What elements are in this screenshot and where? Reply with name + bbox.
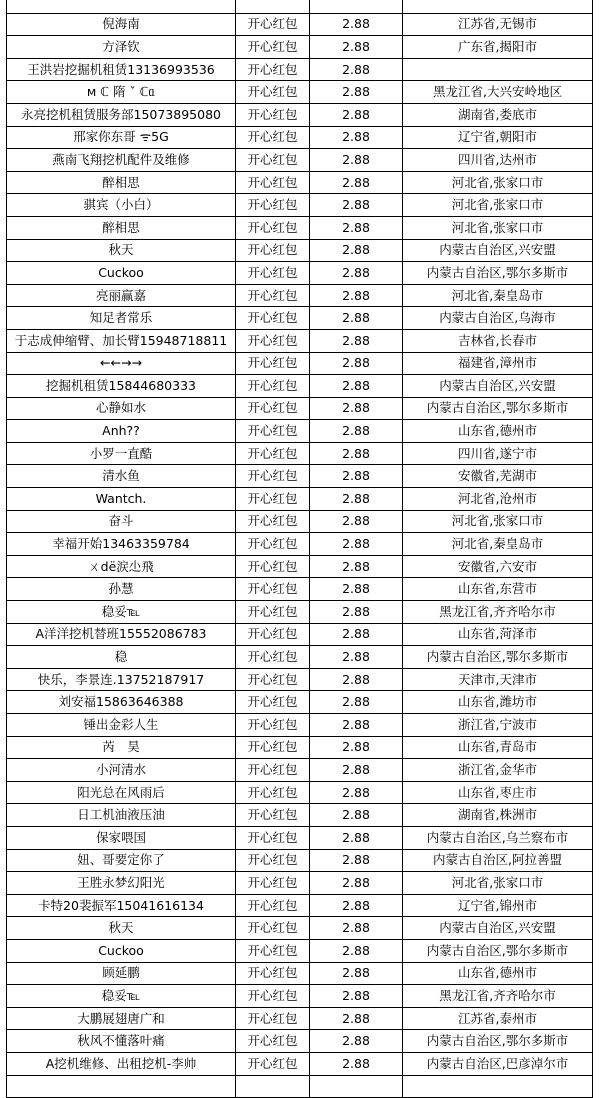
name-cell: 王洪岩挖掘机租赁13136993536 <box>7 58 236 81</box>
region-cell: 内蒙古自治区,乌海市 <box>403 307 593 330</box>
name-cell <box>7 1075 236 1098</box>
amount-cell: 2.88 <box>310 736 403 759</box>
name-cell: 快乐，李景连.13752187917 <box>7 668 236 691</box>
region-cell: 河北省,张家口市 <box>403 872 593 895</box>
table-row <box>7 601 593 624</box>
table-row <box>7 262 593 285</box>
name-cell: 醉相思 <box>7 171 236 194</box>
region-cell: 内蒙古自治区,鄂尔多斯市 <box>403 397 593 420</box>
amount-cell: 2.88 <box>310 510 403 533</box>
amount-cell: 2.88 <box>310 239 403 262</box>
type-cell: 开心红包 <box>236 646 310 669</box>
region-cell: 辽宁省,锦州市 <box>403 894 593 917</box>
region-cell: 河北省,张家口市 <box>403 510 593 533</box>
table-row <box>7 781 593 804</box>
amount-cell: 2.88 <box>310 691 403 714</box>
amount-cell: 2.88 <box>310 759 403 782</box>
name-cell: Cuckoo <box>7 262 236 285</box>
amount-cell: 2.88 <box>310 442 403 465</box>
type-cell: 开心红包 <box>236 126 310 149</box>
table-row <box>7 804 593 827</box>
amount-cell: 2.88 <box>310 826 403 849</box>
amount-cell: 2.88 <box>310 804 403 827</box>
region-cell: 安徽省,芜湖市 <box>403 465 593 488</box>
name-cell: 秋天 <box>7 239 236 262</box>
region-cell: 湖南省,株洲市 <box>403 804 593 827</box>
table-row <box>7 284 593 307</box>
amount-cell: 2.88 <box>310 13 403 36</box>
amount-cell: 2.88 <box>310 601 403 624</box>
region-cell: 黑龙江省,大兴安岭地区 <box>403 81 593 104</box>
type-cell: 开心红包 <box>236 555 310 578</box>
region-cell: 四川省,达州市 <box>403 149 593 172</box>
name-cell: 方泽钦 <box>7 36 236 59</box>
amount-cell: 2.88 <box>310 646 403 669</box>
type-cell: 开心红包 <box>236 36 310 59</box>
table-row <box>7 826 593 849</box>
amount-cell <box>310 0 403 13</box>
name-cell: 保家喂国 <box>7 826 236 849</box>
region-cell: 辽宁省,朝阳市 <box>403 126 593 149</box>
type-cell: 开心红包 <box>236 307 310 330</box>
table-row <box>7 1052 593 1075</box>
region-cell: 山东省,德州市 <box>403 420 593 443</box>
table-row <box>7 194 593 217</box>
table-row <box>7 555 593 578</box>
table-row <box>7 510 593 533</box>
table-row <box>7 488 593 511</box>
name-cell: 卡特20裴振军15041616134 <box>7 894 236 917</box>
name-cell: 稳妥℡ <box>7 601 236 624</box>
region-cell: 天津市,天津市 <box>403 668 593 691</box>
amount-cell: 2.88 <box>310 262 403 285</box>
name-cell: 小河清水 <box>7 759 236 782</box>
amount-cell: 2.88 <box>310 284 403 307</box>
type-cell: 开心红包 <box>236 284 310 307</box>
amount-cell: 2.88 <box>310 36 403 59</box>
region-cell: 广东省,揭阳市 <box>403 36 593 59</box>
type-cell: 开心红包 <box>236 442 310 465</box>
table-row <box>7 872 593 895</box>
type-cell: 开心红包 <box>236 397 310 420</box>
type-cell: 开心红包 <box>236 58 310 81</box>
region-cell: 河北省,秦皇岛市 <box>403 284 593 307</box>
name-cell: 稳 <box>7 646 236 669</box>
region-cell: 内蒙古自治区,兴安盟 <box>403 239 593 262</box>
amount-cell: 2.88 <box>310 420 403 443</box>
type-cell: 开心红包 <box>236 420 310 443</box>
type-cell: 开心红包 <box>236 826 310 849</box>
amount-cell: 2.88 <box>310 849 403 872</box>
table-row <box>7 13 593 36</box>
name-cell: 芮 昊 <box>7 736 236 759</box>
name-cell: 奋斗 <box>7 510 236 533</box>
table-row <box>7 375 593 398</box>
name-cell: 幸福开始13463359784 <box>7 533 236 556</box>
name-cell: 大鹏展翅唐广和 <box>7 1007 236 1030</box>
table-row <box>7 465 593 488</box>
name-cell: 阳光总在风雨后 <box>7 781 236 804</box>
red-packet-table <box>6 0 593 1098</box>
type-cell: 开心红包 <box>236 578 310 601</box>
type-cell: 开心红包 <box>236 216 310 239</box>
table-row <box>7 352 593 375</box>
region-cell <box>403 58 593 81</box>
table-row <box>7 736 593 759</box>
type-cell: 开心红包 <box>236 149 310 172</box>
type-cell: 开心红包 <box>236 1052 310 1075</box>
region-cell: 湖南省,娄底市 <box>403 103 593 126</box>
amount-cell: 2.88 <box>310 149 403 172</box>
name-cell: Cuckoo <box>7 939 236 962</box>
table-row <box>7 397 593 420</box>
type-cell: 开心红包 <box>236 81 310 104</box>
region-cell: 内蒙古自治区,阿拉善盟 <box>403 849 593 872</box>
amount-cell: 2.88 <box>310 216 403 239</box>
amount-cell: 2.88 <box>310 329 403 352</box>
region-cell: 浙江省,宁波市 <box>403 714 593 737</box>
region-cell: 河北省,张家口市 <box>403 216 593 239</box>
name-cell: ㄨdё涙尐飛 <box>7 555 236 578</box>
type-cell: 开心红包 <box>236 13 310 36</box>
table-row <box>7 668 593 691</box>
amount-cell: 2.88 <box>310 578 403 601</box>
name-cell: Anh?? <box>7 420 236 443</box>
type-cell: 开心红包 <box>236 985 310 1008</box>
type-cell: 开心红包 <box>236 239 310 262</box>
table-row <box>7 58 593 81</box>
name-cell: 妞、哥要定你了 <box>7 849 236 872</box>
name-cell: 醉相思 <box>7 216 236 239</box>
amount-cell: 2.88 <box>310 81 403 104</box>
type-cell: 开心红包 <box>236 849 310 872</box>
table-row <box>7 1075 593 1098</box>
name-cell: 永亮挖机租赁服务部15073895080 <box>7 103 236 126</box>
amount-cell: 2.88 <box>310 668 403 691</box>
name-cell: 日工机油液压油 <box>7 804 236 827</box>
type-cell: 开心红包 <box>236 759 310 782</box>
spreadsheet <box>6 0 592 1098</box>
table-row <box>7 239 593 262</box>
type-cell: 开心红包 <box>236 736 310 759</box>
table-row <box>7 578 593 601</box>
amount-cell: 2.88 <box>310 1007 403 1030</box>
name-cell: 王胜永梦幻阳光 <box>7 872 236 895</box>
region-cell: 浙江省,金华市 <box>403 759 593 782</box>
table-row <box>7 849 593 872</box>
name-cell: A洋洋挖机替班15552086783 <box>7 623 236 646</box>
type-cell: 开心红包 <box>236 1030 310 1053</box>
name-cell: Wantch. <box>7 488 236 511</box>
amount-cell: 2.88 <box>310 397 403 420</box>
type-cell: 开心红包 <box>236 375 310 398</box>
region-cell: 山东省,东营市 <box>403 578 593 601</box>
amount-cell: 2.88 <box>310 1030 403 1053</box>
region-cell: 河北省,沧州市 <box>403 488 593 511</box>
region-cell: 四川省,遂宁市 <box>403 442 593 465</box>
name-cell: 锤出金彩人生 <box>7 714 236 737</box>
table-row <box>7 894 593 917</box>
region-cell: 福建省,漳州市 <box>403 352 593 375</box>
amount-cell: 2.88 <box>310 352 403 375</box>
name-cell: 孙慧 <box>7 578 236 601</box>
region-cell: 内蒙古自治区,兴安盟 <box>403 917 593 940</box>
table-row <box>7 149 593 172</box>
region-cell: 河北省,秦皇岛市 <box>403 533 593 556</box>
type-cell: 开心红包 <box>236 533 310 556</box>
amount-cell: 2.88 <box>310 894 403 917</box>
region-cell: 江苏省,无锡市 <box>403 13 593 36</box>
region-cell: 黑龙江省,齐齐哈尔市 <box>403 601 593 624</box>
type-cell: 开心红包 <box>236 623 310 646</box>
name-cell: 刘安福15863646388 <box>7 691 236 714</box>
type-cell: 开心红包 <box>236 781 310 804</box>
name-cell: 倪海南 <box>7 13 236 36</box>
region-cell: 河北省,张家口市 <box>403 171 593 194</box>
amount-cell: 2.88 <box>310 962 403 985</box>
table-row <box>7 623 593 646</box>
name-cell: 小罗一直酷 <box>7 442 236 465</box>
table-row <box>7 103 593 126</box>
type-cell: 开心红包 <box>236 939 310 962</box>
type-cell: 开心红包 <box>236 962 310 985</box>
region-cell: 内蒙古自治区,鄂尔多斯市 <box>403 262 593 285</box>
table-row <box>7 962 593 985</box>
amount-cell: 2.88 <box>310 58 403 81</box>
region-cell: 内蒙古自治区,兴安盟 <box>403 375 593 398</box>
type-cell: 开心红包 <box>236 714 310 737</box>
name-cell: 顾延鹏 <box>7 962 236 985</box>
type-cell: 开心红包 <box>236 510 310 533</box>
table-row <box>7 1030 593 1053</box>
name-cell: 秋天 <box>7 917 236 940</box>
region-cell: 山东省,菏泽市 <box>403 623 593 646</box>
name-cell: 于志成伸缩臂、加长臂15948718811 <box>7 329 236 352</box>
type-cell: 开心红包 <box>236 691 310 714</box>
region-cell: 江苏省,泰州市 <box>403 1007 593 1030</box>
table-row <box>7 307 593 330</box>
amount-cell: 2.88 <box>310 623 403 646</box>
table-row <box>7 329 593 352</box>
amount-cell: 2.88 <box>310 1052 403 1075</box>
type-cell: 开心红包 <box>236 1007 310 1030</box>
table-row <box>7 442 593 465</box>
amount-cell: 2.88 <box>310 872 403 895</box>
region-cell: 内蒙古自治区,鄂尔多斯市 <box>403 646 593 669</box>
table-row <box>7 985 593 1008</box>
table-row <box>7 126 593 149</box>
region-cell: 内蒙古自治区,乌兰察布市 <box>403 826 593 849</box>
type-cell: 开心红包 <box>236 103 310 126</box>
amount-cell: 2.88 <box>310 917 403 940</box>
table-row <box>7 216 593 239</box>
type-cell: 开心红包 <box>236 872 310 895</box>
region-cell <box>403 0 593 13</box>
name-cell: 邢家你东哥 ᯤ5G <box>7 126 236 149</box>
name-cell: 清水鱼 <box>7 465 236 488</box>
table-row <box>7 533 593 556</box>
name-cell: 亮丽赢嘉 <box>7 284 236 307</box>
amount-cell: 2.88 <box>310 126 403 149</box>
amount-cell: 2.88 <box>310 781 403 804</box>
table-row <box>7 691 593 714</box>
type-cell: 开心红包 <box>236 668 310 691</box>
type-cell: 开心红包 <box>236 917 310 940</box>
type-cell: 开心红包 <box>236 601 310 624</box>
region-cell: 内蒙古自治区,巴彦淖尔市 <box>403 1052 593 1075</box>
type-cell: 开心红包 <box>236 804 310 827</box>
amount-cell: 2.88 <box>310 714 403 737</box>
amount-cell: 2.88 <box>310 375 403 398</box>
table-row <box>7 81 593 104</box>
table-row <box>7 759 593 782</box>
type-cell: 开心红包 <box>236 352 310 375</box>
name-cell: ←←→→ <box>7 352 236 375</box>
table-row <box>7 0 593 13</box>
type-cell <box>236 1075 310 1098</box>
name-cell: 心静如水 <box>7 397 236 420</box>
name-cell: ᴍ ℂ 隋 ˇ ℂᥲ <box>7 81 236 104</box>
region-cell: 黑龙江省,齐齐哈尔市 <box>403 985 593 1008</box>
name-cell: 秋风不懂落叶痛 <box>7 1030 236 1053</box>
table-row <box>7 646 593 669</box>
type-cell: 开心红包 <box>236 894 310 917</box>
table-row <box>7 939 593 962</box>
amount-cell: 2.88 <box>310 465 403 488</box>
name-cell <box>7 0 236 13</box>
table-row <box>7 36 593 59</box>
amount-cell: 2.88 <box>310 488 403 511</box>
amount-cell: 2.88 <box>310 555 403 578</box>
amount-cell: 2.88 <box>310 939 403 962</box>
region-cell: 山东省,德州市 <box>403 962 593 985</box>
table-row <box>7 171 593 194</box>
table-row <box>7 420 593 443</box>
region-cell: 河北省,张家口市 <box>403 194 593 217</box>
region-cell: 内蒙古自治区,鄂尔多斯市 <box>403 1030 593 1053</box>
amount-cell: 2.88 <box>310 171 403 194</box>
amount-cell: 2.88 <box>310 533 403 556</box>
region-cell: 山东省,青岛市 <box>403 736 593 759</box>
name-cell: 骐宾（小白） <box>7 194 236 217</box>
region-cell: 山东省,潍坊市 <box>403 691 593 714</box>
amount-cell: 2.88 <box>310 985 403 1008</box>
name-cell: 知足者常乐 <box>7 307 236 330</box>
region-cell: 安徽省,六安市 <box>403 555 593 578</box>
type-cell: 开心红包 <box>236 465 310 488</box>
region-cell: 山东省,枣庄市 <box>403 781 593 804</box>
region-cell: 内蒙古自治区,鄂尔多斯市 <box>403 939 593 962</box>
table-body <box>7 0 593 1098</box>
type-cell: 开心红包 <box>236 488 310 511</box>
amount-cell: 2.88 <box>310 194 403 217</box>
amount-cell <box>310 1075 403 1098</box>
name-cell: 挖掘机租赁15844680333 <box>7 375 236 398</box>
type-cell: 开心红包 <box>236 171 310 194</box>
type-cell <box>236 0 310 13</box>
table-row <box>7 714 593 737</box>
table-row <box>7 917 593 940</box>
name-cell: 燕南飞翔挖机配件及维修 <box>7 149 236 172</box>
region-cell: 吉林省,长春市 <box>403 329 593 352</box>
type-cell: 开心红包 <box>236 194 310 217</box>
table-row <box>7 1007 593 1030</box>
type-cell: 开心红包 <box>236 329 310 352</box>
name-cell: A挖机维修、出租挖机-李帅 <box>7 1052 236 1075</box>
type-cell: 开心红包 <box>236 262 310 285</box>
name-cell: 稳妥℡ <box>7 985 236 1008</box>
amount-cell: 2.88 <box>310 103 403 126</box>
amount-cell: 2.88 <box>310 307 403 330</box>
region-cell <box>403 1075 593 1098</box>
